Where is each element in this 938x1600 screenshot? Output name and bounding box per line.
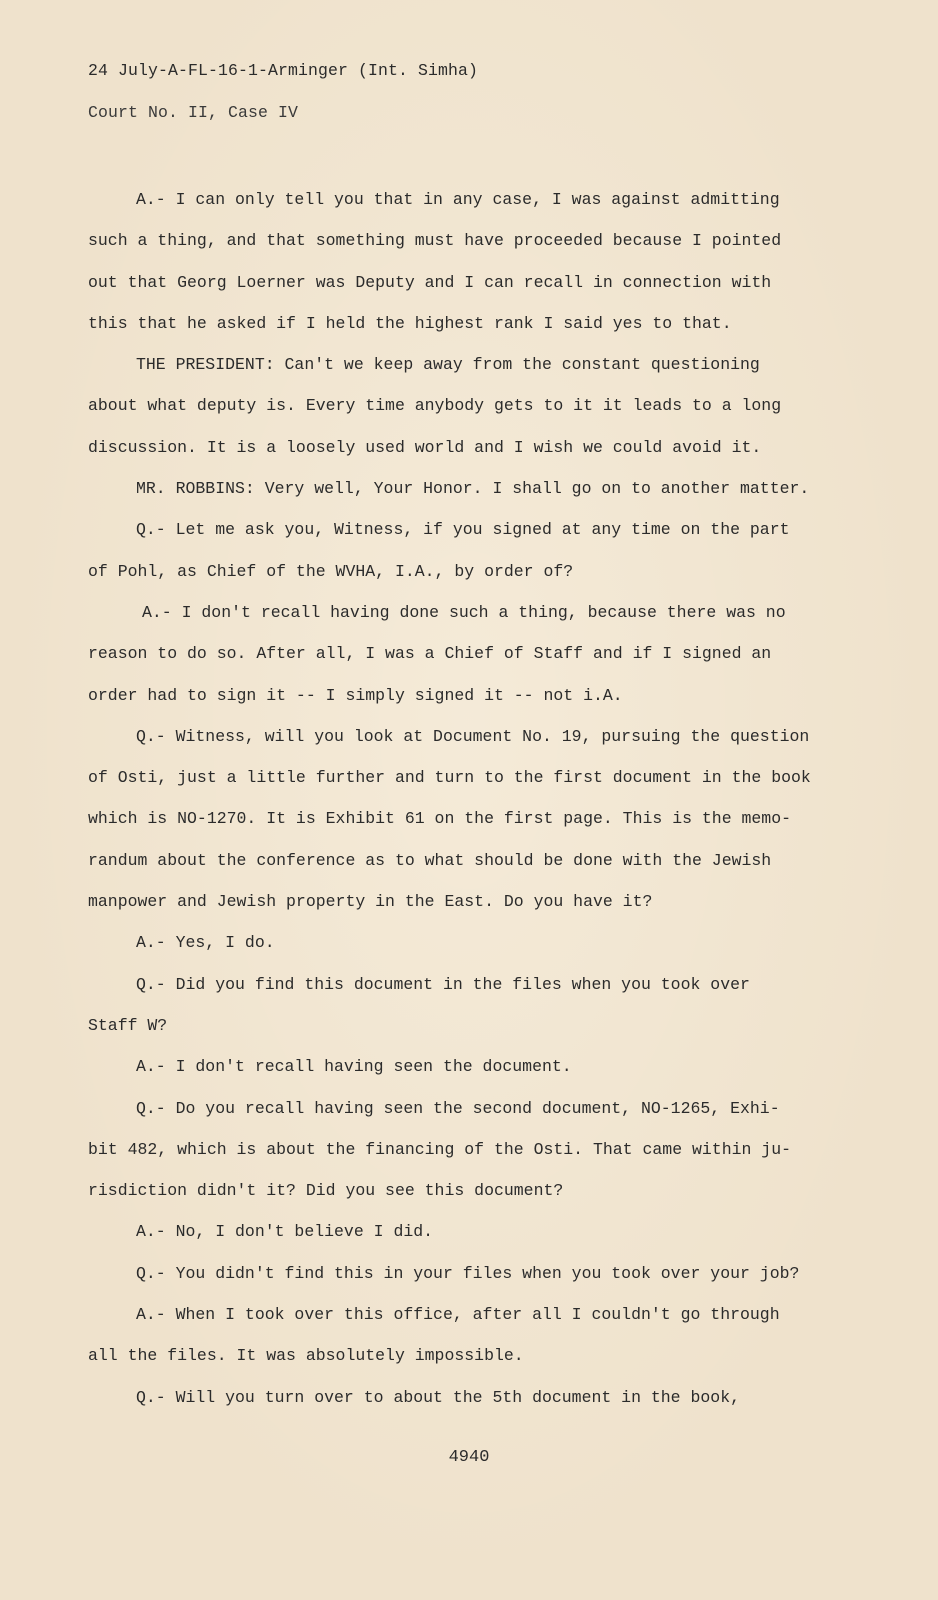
text-line: of Pohl, as Chief of the WVHA, I.A., by order of? [88, 561, 574, 581]
text-line: A.- When I took over this office, after all I couldn't go through [136, 1305, 780, 1325]
text-line: manpower and Jewish property in the East. Do you have it? [88, 892, 653, 912]
page-number: 4940 [448, 1448, 490, 1467]
text-line: Staff W? [88, 1015, 168, 1035]
text-line: out that Georg Loerner was Deputy and I can recall in connection with [88, 272, 772, 292]
text-line: A.- No, I don't believe I did. [136, 1222, 434, 1242]
text-line: A.- I don't recall having done such a thing, because there was no [142, 602, 786, 622]
text-line: reason to do so. After all, I was a Chief of Staff and if I signed an [88, 644, 772, 664]
header-session-line: 24 July-A-FL-16-1-Arminger (Int. Simha) [88, 61, 479, 80]
text-line: this that he asked if I held the highest rank I said yes to that. [88, 313, 732, 333]
text-line: Q.- Do you recall having seen the second document, NO-1265, Exhi- [136, 1098, 780, 1118]
text-line: Q.- Witness, will you look at Document No. 19, pursuing the question [136, 726, 810, 746]
text-line: MR. ROBBINS: Very well, Your Honor. I shall go on to another matter. [136, 479, 810, 499]
text-line: of Osti, just a little further and turn to the first document in the book [88, 768, 811, 788]
text-line: discussion. It is a loosely used world and I wish we could avoid it. [88, 437, 762, 457]
text-line: Q.- Did you find this document in the files when you took over [136, 974, 750, 994]
header-court-line: Court No. II, Case IV [88, 103, 299, 122]
text-line: bit 482, which is about the financing of the Osti. That came within ju- [88, 1139, 792, 1159]
text-line: A.- Yes, I do. [136, 933, 275, 953]
text-line: Q.- You didn't find this in your files when you took over your job? [136, 1263, 800, 1283]
text-line: such a thing, and that something must have proceeded because I pointed [88, 231, 782, 251]
text-line: Q.- Will you turn over to about the 5th document in the book, [136, 1387, 740, 1407]
text-line: risdiction didn't it? Did you see this document? [88, 1181, 564, 1201]
text-line: A.- I can only tell you that in any case, I was against admitting [136, 190, 780, 209]
text-line: randum about the conference as to what should be done with the Jewish [88, 850, 772, 870]
text-line: order had to sign it -- I simply signed it -- not i.A. [88, 685, 623, 705]
text-line: A.- I don't recall having seen the document. [136, 1057, 572, 1077]
text-line: Q.- Let me ask you, Witness, if you signed at any time on the part [136, 520, 790, 540]
text-line: which is NO-1270. It is Exhibit 61 on the first page. This is the memo- [88, 809, 792, 829]
transcript-body [88, 179, 848, 1418]
text-line: about what deputy is. Every time anybody gets to it it leads to a long [88, 396, 782, 416]
text-line: all the files. It was absolutely impossible. [88, 1346, 524, 1366]
text-line: THE PRESIDENT: Can't we keep away from the constant questioning [136, 355, 760, 375]
